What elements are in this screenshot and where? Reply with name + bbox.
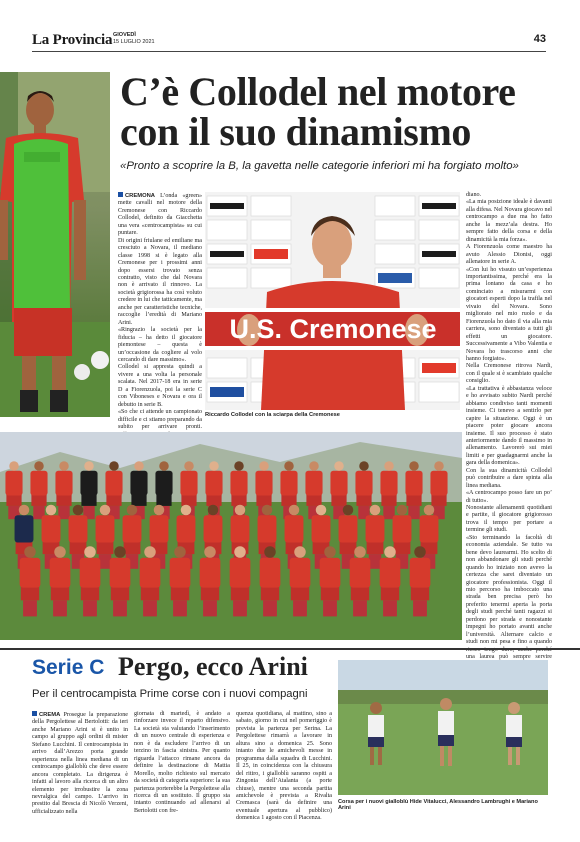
dateline: CREMA — [39, 712, 61, 718]
article-subhead: «Pronto a scoprire la B, la gavetta nelle categorie inferiori mi ha forgiato molto» — [120, 160, 519, 172]
paragraph: Nella Cremonese ritrova Nardi, con il quale si è scambiato qualche consiglio. — [466, 363, 552, 385]
paragraph: «A centrocampo posso fare un po’ di tutto». — [466, 490, 552, 504]
masthead: La Provincia — [32, 32, 113, 48]
paragraph: A Fiorenzuola come maestro ha avuto Alessio Dionisi, oggi allenatore in serie A. — [466, 244, 552, 266]
page-number: 43 — [533, 33, 546, 45]
date-block — [113, 32, 155, 45]
article1-column-2 — [466, 192, 552, 661]
article-headline: C’è Collodel nel motore con il suo dinamismo — [120, 69, 516, 154]
photo-training-run — [338, 660, 548, 795]
paragraph: quenza quotidiana, al mattino, sino a sabato, giorno in cui nel pomeriggio è prevista la partenza per Serina. La Pergolettese rimarrà a lavorare in altura sino a domenica 25. Sono intanto due le amichevoli messe in programma dalla squadra di Lucchini. Il 25, in coincidenza con la chiusura del ritiro, i gialloblù saranno ospiti a Zingonia dell’Atalanta (a porte chiuse), mentre una seconda partita amichevole è prevista a Rivalta Cremasca (sarà da definire una eventuale apertura al pubblico) domenica 1 agosto con il Piacenza. — [236, 711, 332, 822]
paragraph: Di origini friulane ed emiliane ma cresciuto a Novara, il mediano classe 1998 si è legato alla Cremonese per i prossimi anni dopo essersi trovato senza contratto, visto che dal Novara non è arrivato il rinnovo. La società grigiorossa ha così voluto credere in lui che tatticamente, ma anche per caratteristiche tecniche, raccoglie l’eredità di Mariano Arini. — [118, 237, 202, 326]
paragraph: L’onda «green» mette cavalli nel motore della Cremonese con Riccardo Collodel, definito da Giacchetta una vera «centrocampista» su cui puntare. — [118, 193, 202, 237]
photo-team-group — [0, 432, 462, 640]
header-rule — [32, 51, 546, 52]
paragraph: Con la sua dinamicità Collodel può contribuire a dare spinta alla linea mediana. — [466, 467, 552, 489]
article1-column-1 — [118, 192, 202, 431]
paragraph: Collodel si appresta quindi a vivere a una volta la personale scalata. Nel 2017-18 era in serie D a Fiorenzuola, poi la serie C con Viboneses e Novara e ora il debutto in serie B. — [118, 364, 202, 408]
header-date: 15 LUGLIO 2021 — [113, 38, 155, 45]
training-illustration — [338, 660, 548, 795]
sponsor-wall-illustration — [205, 192, 460, 410]
header-day: GIOVEDÌ — [113, 32, 136, 38]
paragraph: Prosegue la preparazione della Pergolettese al Bertolotti: da ieri anche Mariano Arini si è unito in campo al gruppo agli ordini di mister Stefano Lucchini. Il centrocampista in arrivo dall’Arezzo porta grande esperienza nella linea mediana di un centrocampo gialloblù che deve essere ancora completato. La dirigenza è infatti al lavoro alla ricerca di un altro elemento per irrobustire la zona nevralgica del campo. L’arrivo in prestito dal Brescia di Nicolò Verzeni, ufficializzato nella — [32, 712, 129, 815]
paragraph: «So che ci attende un campionato difficile e ci stiamo preparando da subito per arrivare pronti. — [118, 409, 202, 431]
team-illustration — [0, 432, 462, 640]
article2-column-1 — [32, 711, 128, 835]
section-kicker: Serie C — [32, 656, 105, 679]
paragraph: «Ringrazio la società per la fiducia – ha detto il giocatore piemontese – questa è un’occasione da cogliere al volo cercando di dare massimo». — [118, 327, 202, 363]
paragraph: «Sto terminando la facoltà di economia aziendale. Se tutto va bene devo laurearmi. Ho scelto di non abbandonare gli studi perché quando ho iniziato non avevo la certezza che sarei diventato un giocatore professionista. Oggi il mio percorso ha imboccato una strada ben precisa però ho preferito tenermi aperta la porta degli studi perché tanti ragazzi si perdono per strada e nonostante impegni ho portato avanti anche l’università. Alternare calcio e studi non mi pesa e fino a quando una laurea può sempre servire — [466, 534, 552, 661]
photo-caption: Riccardo Collodel con la sciarpa della Cremonese — [205, 412, 340, 418]
photo-player-training — [0, 72, 110, 417]
paragraph: «La trattativa è abbastanza veloce e ho avvisato subito Nardi perché abbiamo condiviso tanti momenti insieme. Ci tenevo a sentirlo per capire la situazione. Oggi è un piacere poter giocare ancora insieme. Il suo processo è stato anteriormente dando il massimo in allenamento. Lavorerò sui miei limiti e per guadagnarmi anche la gara della domenica». — [466, 385, 552, 467]
article2-column-2 — [134, 711, 230, 835]
article2-column-3 — [236, 711, 332, 835]
paragraph: «Con lui ho vissuto un’esperienza importantissima, perché era la prima lontano da casa e ho cominciato a misurarmi con giocatori esperti dopo la trafila nel vivaio del Novara. Sono migliorato nel mio ruolo e da Fiorenzuola ho dato il via alla mia carriera, sono diventato a tutti gli effetti un giocatore. Successivamente a Vibo Valentia e Novara ho trascorso anni che hanno forgiato». — [466, 266, 552, 362]
section-square-icon — [32, 711, 37, 716]
article2-subhead: Per il centrocampista Prime corse con i nuovi compagni — [32, 688, 308, 700]
photo-caption: Corsa per i nuovi gialloblù Hide Vitalucci, Alessandro Lambrughi e Mariano Arini — [338, 799, 538, 811]
scarf-text: U.S. Cremonese — [229, 314, 437, 344]
dateline: CREMONA — [125, 193, 155, 199]
paragraph: diano. — [466, 192, 482, 198]
player-illustration — [0, 72, 110, 417]
section-divider — [0, 648, 580, 650]
section-square-icon — [118, 192, 123, 197]
paragraph: giornata di martedì, è andato a rinforzare invece il reparto difensivo. La società sta valutando l’inserimento di un nuovo centrale di esperienza e non è da escludere l’arrivo di un terzino in fascia sinistra. Per quanto riguarda l’attacco rimane ancora da definire la destinazione di Mattia Morello, molto richiesto sul mercato da società di categoria superiore: la sua partenza porterebbe la Pergolettese alla ricerca di un sostituto. Il gruppo sta intanto continuando ad allenarsi al Bertolotti con fre- — [134, 711, 230, 814]
paragraph: Nonostante allenamenti quotidiani e partite, il giocatore grigiorosso trova il tempo per portare a termine gli studi. — [466, 505, 552, 534]
article2-headline: Pergo, ecco Arini — [118, 652, 308, 681]
paragraph: «La mia posizione ideale è davanti alla difesa. Nel Novara giocavo nel centrocampo a due ma ho fatto anche la mezz’ala destra. Ho sempre fatto della corsa e della dinamicità la mia forza». — [466, 199, 552, 243]
photo-collodel-portrait — [205, 192, 460, 410]
